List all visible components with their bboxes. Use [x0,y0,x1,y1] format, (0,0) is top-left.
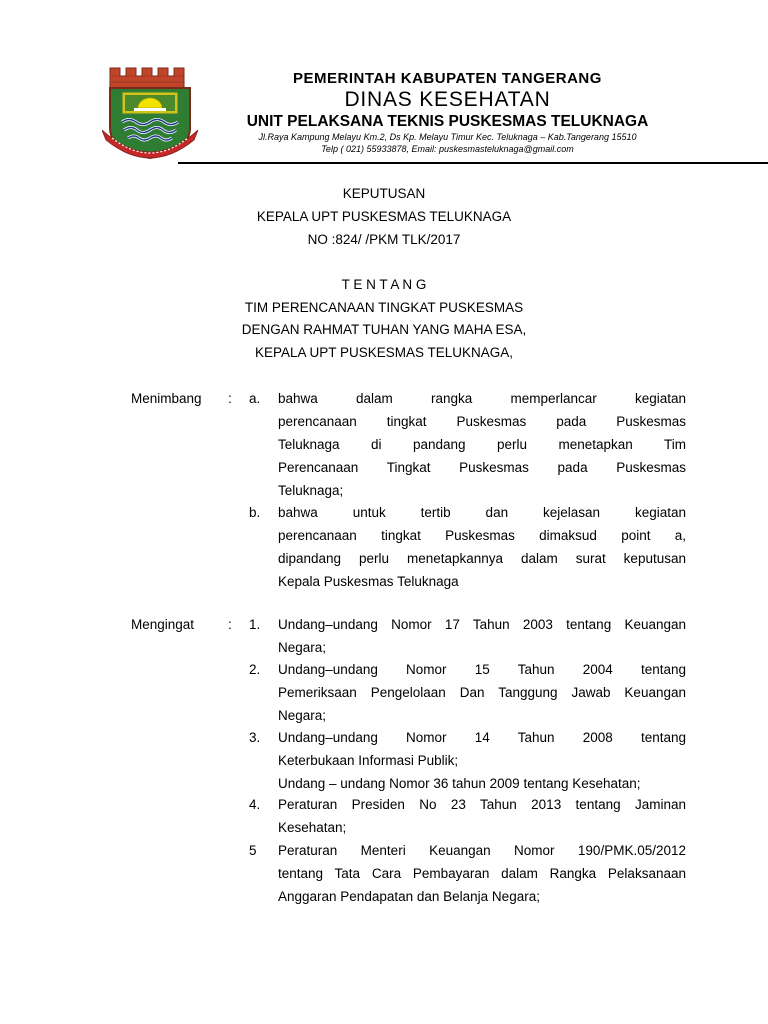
item-line: Peraturan Menteri Keuangan Nomor 190/PMK.05/2012 [278,843,686,858]
decree-issuer: KEPALA UPT PUSKESMAS TELUKNAGA [256,209,512,224]
contact-line: Telp ( 021) 55933878, Email: puskesmasteluknaga@gmail.com [321,144,574,154]
list-item [278,387,686,502]
section-colon: : [228,391,232,406]
list-item [278,658,686,727]
about-heading: T E N T A N G [341,277,427,292]
section-label-menimbang: Menimbang [131,391,202,406]
item-line: Keterbukaan Informasi Publik; [278,753,459,768]
item-line: Anggaran Pendapatan dan Belanja Negara; [278,889,540,904]
decree-number: NO :824/ /PKM TLK/2017 [307,232,461,247]
item-line: Teluknaga; [278,483,344,498]
item-number: 1. [249,617,261,632]
item-line: Undang–undang Nomor 15 Tahun 2004 tentang [278,662,686,677]
item-line: perencanaan tingkat Puskesmas dimaksud point a, [278,528,686,543]
section-colon: : [228,617,232,632]
item-line: perencanaan tingkat Puskesmas pada Puskesmas [278,414,686,429]
item-line: Teluknaga di pandang perlu menetapkan Tim [278,437,686,452]
unit-name: UNIT PELAKSANA TEKNIS PUSKESMAS TELUKNAGA [246,113,649,130]
tangerang-regency-emblem-icon [102,64,198,160]
item-line: Negara; [278,640,327,655]
government-name: PEMERINTAH KABUPATEN TANGERANG [293,70,602,87]
decree-subject: TIM PERENCANAAN TINGKAT PUSKESMAS [244,300,524,315]
item-line: Undang – undang Nomor 36 tahun 2009 tentang Kesehatan; [278,776,641,791]
list-item [278,613,686,659]
item-number: 3. [249,730,261,745]
item-line: Pemeriksaan Pengelolaan Dan Tanggung Jawab Keuangan [278,685,686,700]
item-line: Negara; [278,708,327,723]
item-number: 5 [249,843,257,858]
list-item [278,726,686,795]
letterhead-text [210,70,685,155]
item-line: dipandang perlu menetapkannya dalam surat keputusan [278,551,686,566]
agency-name: DINAS KESEHATAN [344,88,551,111]
list-item [278,839,686,908]
item-line: Kesehatan; [278,820,347,835]
item-line: bahwa untuk tertib dan kejelasan kegiatan [278,505,686,520]
item-line: bahwa dalam rangka memperlancar kegiatan [278,391,686,406]
letterhead [0,0,768,170]
item-number: 2. [249,662,261,677]
list-item [278,793,686,839]
item-line: tentang Tata Cara Pembayaran dalam Rangka Pelaksanaan [278,866,686,881]
section-label-mengingat: Mengingat [131,617,195,632]
issuer-line: KEPALA UPT PUSKESMAS TELUKNAGA, [254,345,514,360]
item-number: b. [249,505,261,520]
item-number: a. [249,391,261,406]
item-line: Perencanaan Tingkat Puskesmas pada Puskesmas [278,460,686,475]
invocation-line: DENGAN RAHMAT TUHAN YANG MAHA ESA, [241,322,527,337]
address-line: Jl.Raya Kampung Melayu Km.2, Ds Kp. Melayu Timur Kec. Teluknaga – Kab.Tangerang 15510 [258,132,637,142]
item-line: Peraturan Presiden No 23 Tahun 2013 tentang Jaminan [278,797,686,812]
item-line: Kepala Puskesmas Teluknaga [278,574,459,589]
item-number: 4. [249,797,261,812]
list-item [278,501,686,593]
item-line: Undang–undang Nomor 17 Tahun 2003 tentang Keuangan [278,617,686,632]
letterhead-divider [178,162,768,164]
decree-title: KEPUTUSAN [342,186,426,201]
item-line: Undang–undang Nomor 14 Tahun 2008 tentang [278,730,686,745]
